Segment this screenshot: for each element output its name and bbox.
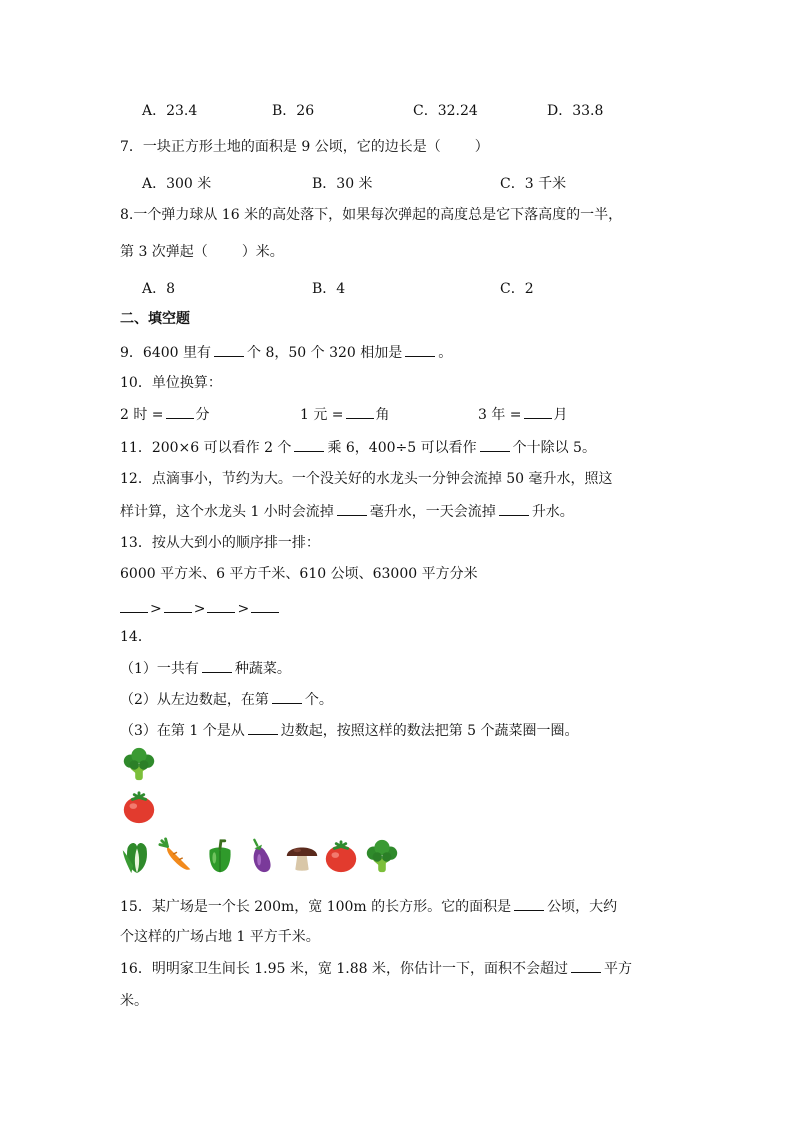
q7-stem-after: ） [474,139,489,155]
q8-line2-after: ）米。 [241,244,284,260]
gt-sign: > [237,601,250,617]
q14-sub1 [120,658,291,679]
q14-sub1-text: （1）一共有 [120,661,199,677]
q7-option-c[interactable]: C．3 千米 [500,176,567,192]
q10-item-hours-unit: 分 [195,407,210,423]
q12-blank-2[interactable] [499,501,529,516]
q14-sub1-text-after: 种蔬菜。 [234,661,291,677]
q13-blank-3[interactable] [207,598,235,613]
carrot-icon[interactable] [158,837,196,875]
q8-option-c[interactable]: C．2 [500,281,534,297]
q9 [120,342,452,363]
q13-blank-4[interactable] [251,598,279,613]
q16-text-2: 平方 [603,961,632,977]
q7-option-a[interactable]: A．300 米 [142,176,212,192]
q16-text-1: 16．明明家卫生间长 1.95 米，宽 1.88 米，你估计一下，面积不会超过 [120,961,568,977]
q16-blank-1[interactable] [571,958,601,973]
q14-sub2-text-after: 个。 [304,692,333,708]
tomato-icon[interactable] [322,837,360,875]
q12-text-2: 毫升水，一天会流掉 [369,504,496,520]
q15-line1 [120,896,617,917]
q11-text-2: 乘 6，400÷5 可以看作 [327,440,477,456]
q9-blank-2[interactable] [405,342,435,357]
q10-item-yuan-unit: 角 [375,407,390,423]
broccoli-icon [120,745,158,783]
q8-line1: 8.一个弹力球从 16 米的高处落下，如果每次弹起的高度总是它下落高度的一半， [120,207,623,223]
gt-sign: > [193,601,206,617]
q11-blank-2[interactable] [480,437,510,452]
q13-blank-2[interactable] [164,598,192,613]
broccoli-icon[interactable] [363,837,401,875]
q12-line1: 12．点滴事小，节约为大。一个没关好的水龙头一分钟会流掉 50 毫升水，照这 [120,471,613,487]
q14-blank-2[interactable] [272,689,302,704]
q10-item-hours [120,404,210,425]
q9-blank-1[interactable] [214,342,244,357]
q14-sub3-text: （3）在第 1 个是从 [120,723,245,739]
q13-blank-1[interactable] [120,598,148,613]
q12-line2 [120,501,574,522]
q8-option-a[interactable]: A．8 [142,281,176,297]
q8-line2-before: 第 3 次弹起（ [120,244,208,260]
q8-line2 [120,242,284,262]
q12-blank-1[interactable] [337,501,367,516]
eggplant-icon[interactable] [243,837,281,875]
q13-title: 13．按从大到小的顺序排一排： [120,535,320,551]
q11-text-3: 个十除以 5。 [512,440,596,456]
green-pepper-icon[interactable] [201,837,239,875]
q6-option-c[interactable]: C．32.24 [413,103,478,119]
mushroom-icon[interactable] [283,837,321,875]
q12-text-3: 升水。 [531,504,574,520]
q11-blank-1[interactable] [294,437,324,452]
q7-stem [120,137,489,157]
q12-text-1: 样计算，这个水龙头 1 小时会流掉 [120,504,334,520]
q10-title: 10．单位换算： [120,375,222,391]
q10-blank-3[interactable] [524,404,552,419]
q14-blank-1[interactable] [202,658,232,673]
q14-blank-3[interactable] [248,720,278,735]
q8-option-b[interactable]: B．4 [312,281,346,297]
q9-text-3: 。 [438,345,453,361]
q16-line2: 米。 [120,993,148,1009]
q15-blank-1[interactable] [514,896,544,911]
q10-blank-1[interactable] [166,404,194,419]
bok-choy-icon[interactable] [118,837,156,875]
q14-sub3-text-after: 边数起，按照这样的数法把第 5 个蔬菜圈一圈。 [280,723,579,739]
q16-line1 [120,958,632,979]
q13-answer-row [120,598,281,619]
q6-option-b[interactable]: B．26 [272,103,315,119]
q15-text-2: 公顷，大约 [547,899,618,915]
q10-item-years-unit: 月 [553,407,568,423]
q15-text-1: 15．某广场是一个长 200m，宽 100m 的长方形。它的面积是 [120,899,512,915]
q9-text-2: 个 8，50 个 320 相加是 [247,345,403,361]
q10-item-years-text: 3 年 = [478,407,522,423]
q10-item-years [478,404,568,425]
tomato-icon [120,788,158,826]
q13-items: 6000 平方米、6 平方千米、610 公顷、63000 平方分米 [120,566,478,582]
q11-text-1: 11．200×6 可以看作 2 个 [120,440,292,456]
q11 [120,437,596,458]
q14-sub2-text: （2）从左边数起，在第 [120,692,269,708]
q7-stem-before: 7．一块正方形土地的面积是 9 公顷，它的边长是（ [120,139,441,155]
gt-sign: > [150,601,162,617]
q7-option-b[interactable]: B．30 米 [312,176,373,192]
q15-line2: 个这样的广场占地 1 平方千米。 [120,929,320,945]
q6-option-a[interactable]: A．23.4 [142,103,198,119]
q14-number: 14． [120,629,152,645]
q6-option-d[interactable]: D．33.8 [547,103,604,119]
q14-sub2 [120,689,333,710]
q14-sub3 [120,720,579,741]
section-title-fill-in: 二、填空题 [120,311,190,327]
q10-item-hours-text: 2 时 = [120,407,164,423]
q10-item-yuan [300,404,390,425]
q10-blank-2[interactable] [346,404,374,419]
q10-item-yuan-text: 1 元 = [300,407,344,423]
q9-text-1: 9．6400 里有 [120,345,211,361]
